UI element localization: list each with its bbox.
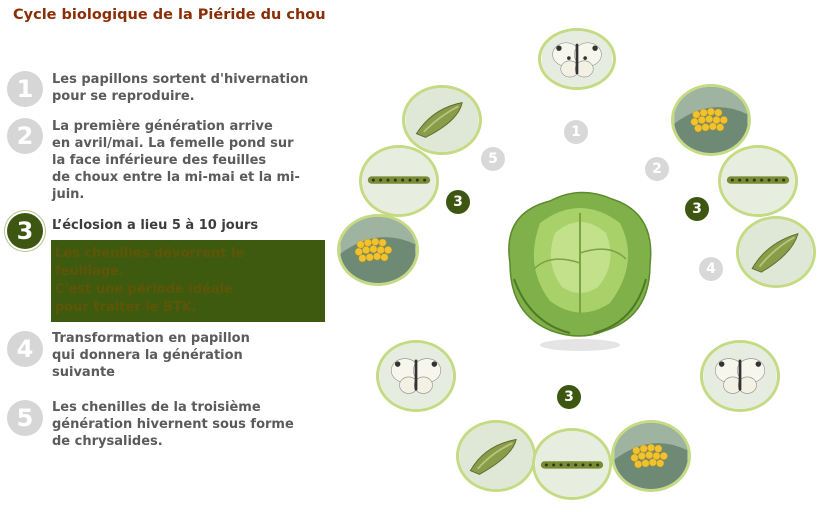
chrysalis-circle-upper-left: [402, 85, 482, 155]
eggs-circle-left: [337, 214, 419, 286]
chrysalis-icon: [405, 88, 479, 152]
caterpillar-icon: [721, 148, 795, 214]
step-2-number[interactable]: 2: [7, 118, 43, 154]
diagram-step-3-left[interactable]: 3: [446, 190, 470, 214]
caterpillar-circle-right: [718, 145, 798, 217]
chrysalis-circle-bottom: [456, 420, 536, 492]
caterpillar-icon: [362, 148, 436, 214]
diagram-step-3-bottom[interactable]: 3: [557, 385, 581, 409]
butterfly-circle-left: [376, 340, 456, 412]
caterpillar-circle-upper-left: [359, 145, 439, 217]
butterfly-circle-right: [700, 340, 780, 412]
diagram-step-5[interactable]: 5: [481, 147, 505, 171]
chrysalis-icon: [459, 423, 533, 489]
butterfly-icon: [379, 343, 453, 409]
eggs-circle-upper-right: [671, 84, 751, 156]
butterfly-icon: [703, 343, 777, 409]
cabbage-illustration: [500, 183, 660, 358]
step-5-text: Les chenilles de la troisième génération hivernent sous forme de chrysalides.: [52, 400, 294, 449]
page-title: Cycle biologique de la Piéride du chou: [13, 7, 326, 23]
caterpillar-circle-bottom: [532, 428, 612, 500]
butterfly-circle-top: [538, 28, 616, 90]
step-1-text: Les papillons sortent d'hivernation pour se reproduire.: [52, 72, 309, 104]
chrysalis-circle-right: [736, 216, 816, 288]
chrysalis-icon: [739, 219, 813, 285]
eggs-icon: [340, 217, 416, 283]
eggs-icon: [674, 87, 748, 153]
diagram-step-4[interactable]: 4: [699, 257, 723, 281]
butterfly-icon: [541, 31, 613, 87]
step-1-number[interactable]: 1: [7, 71, 43, 107]
step-4-number[interactable]: 4: [7, 331, 43, 367]
diagram-step-2[interactable]: 2: [645, 157, 669, 181]
step-3-note-box: [51, 240, 325, 322]
eggs-circle-bottom: [611, 420, 691, 492]
step-3-text: L’éclosion a lieu 5 à 10 jours: [52, 218, 259, 233]
step-3-note-text: Les chenilles dévorrent le feuillage. C'est une période idéale pour traiter le BTK.: [55, 246, 245, 315]
eggs-icon: [614, 423, 688, 489]
cabbage-icon: [500, 183, 660, 358]
step-5-number[interactable]: 5: [7, 400, 43, 436]
caterpillar-icon: [535, 431, 609, 497]
step-3-number[interactable]: 3: [7, 213, 43, 249]
diagram-step-1[interactable]: 1: [564, 120, 588, 144]
step-4-text: Transformation en papillon qui donnera la génération suivante: [52, 331, 250, 380]
diagram-step-3-right[interactable]: 3: [685, 197, 709, 221]
step-2-text: La première génération arrive en avril/mai. La femelle pond sur la face inférieure des feuilles de choux entre la mi-mai et la mi- juin.: [52, 119, 300, 202]
